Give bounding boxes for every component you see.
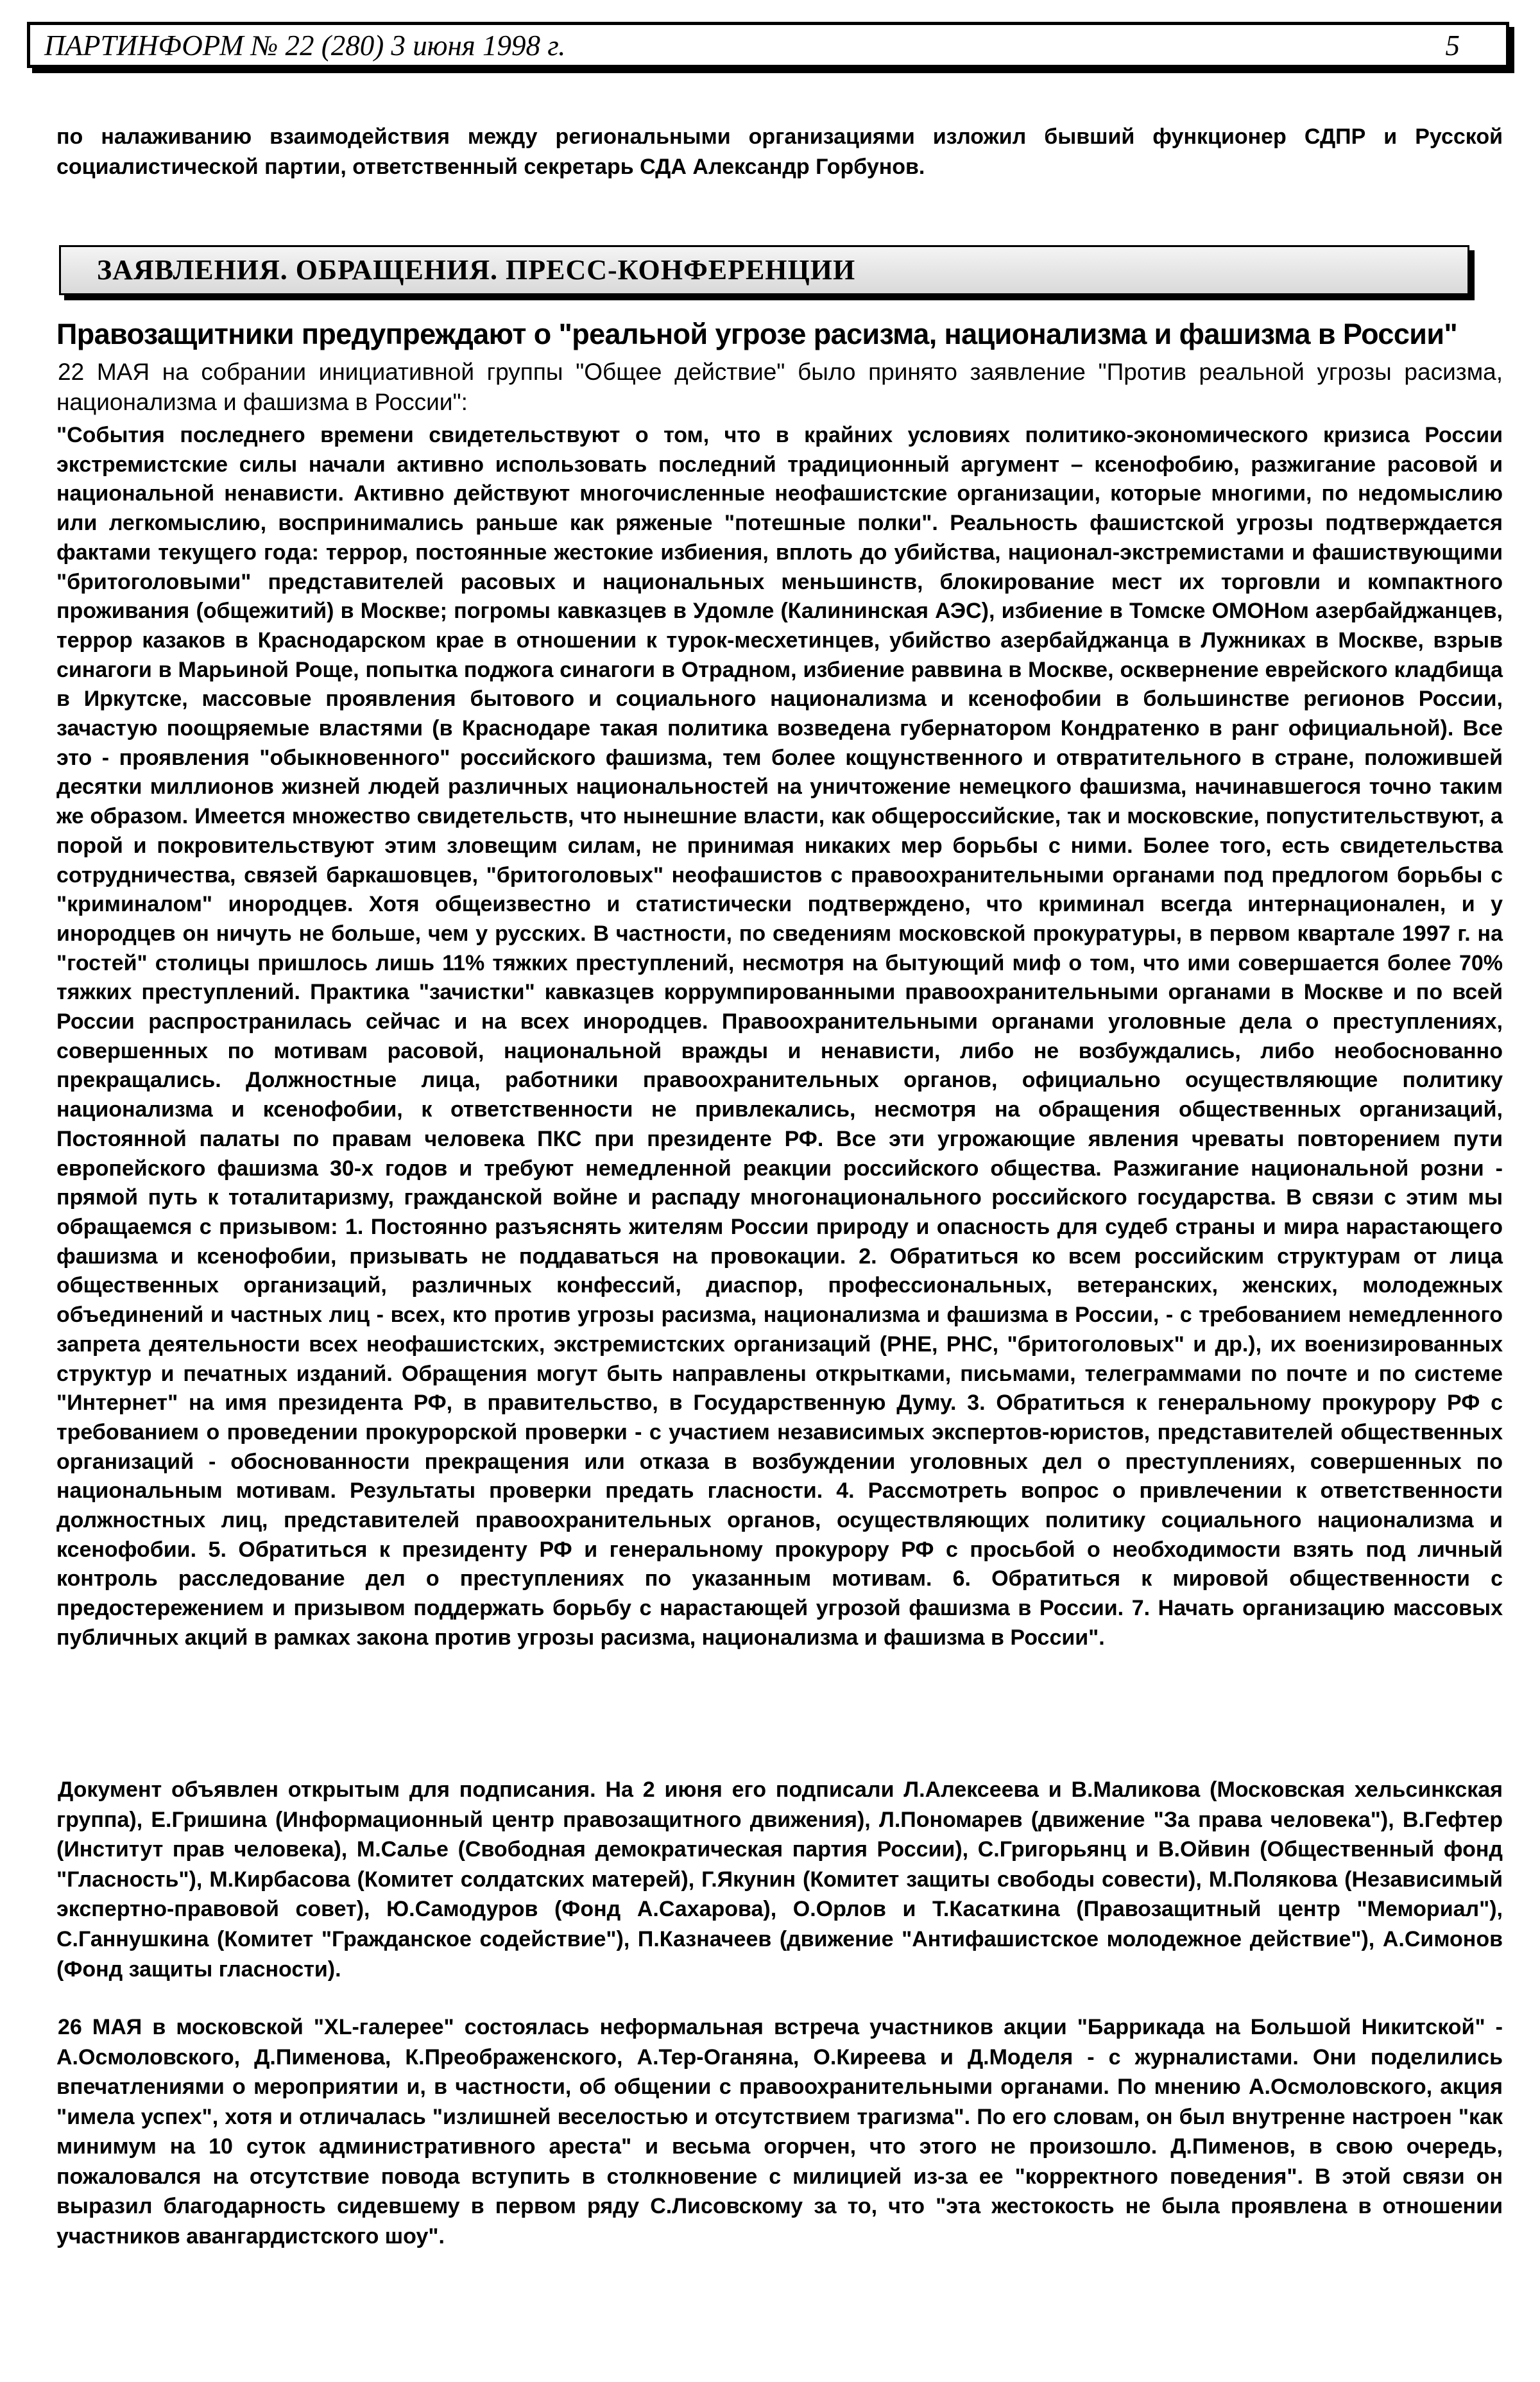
publication-title: ПАРТИНФОРМ № 22 (280) 3 июня 1998 г.	[44, 30, 566, 62]
article-title: Правозащитники предупреждают о "реальной угрозе расизма, национализма и фашизма в России"	[56, 318, 1458, 350]
statement-quote: "События последнего времени свидетельствуют о том, что в крайних условиях политико-экономического кризиса России экстремистские силы начали активно использовать последний традиционный аргумент – ксенофобию, разжигание расовой и национальной ненависти. Активно действуют многочисленные неофашистские организации, которые многими, по недомыслию или легкомыслию, воспринимались раньше как ряженые "потешные полки". Реальность фашистской угрозы подтверждается фактами текущего года: террор, постоянные жестокие избиения, вплоть до убийства, национал-экстремистами и фашиствующими "бритоголовыми" представителей расовых и национальных меньшинств, блокирование мест их торговли и компактного проживания (общежитий) в Москве; погромы кавказцев в Удомле (Калининская АЭС), избиение в Томске ОМОНом азербайджанцев, террор казаков в Краснодарском крае в отношении к турок-месхетинцев, убийство азербайджанца в Лужниках в Москве, взрыв синагоги в Марьиной Роще, попытка поджога синагоги в Отрадном, избиение раввина в Москве, осквернение еврейского кладбища в Иркутске, массовые проявления бытового и социального национализма и ксенофобии в большинстве регионов России, зачастую поощряемые властями (в Краснодаре такая политика возведена губернатором Кондратенко в ранг официальной). Все это - проявления "обыкновенного" российского фашизма, тем более кощунственного и отвратительного в стране, положившей десятки миллионов жизней людей различных национальностей на уничтожение немецкого фашизма, начинавшегося точно таким же образом. Имеется множество свидетельств, что нынешние власти, как общероссийские, так и московские, попустительствуют, а порой и покровительствуют этим зловещим силам, не принимая никаких мер борьбы с ними. Более того, есть свидетельства сотрудничества, связей баркашовцев, "бритоголовых" неофашистов с правоохранительными органами под предлогом борьбы с "криминалом" инородцев. Хотя общеизвестно и статистически подтверждено, что криминал всегда интернационален, и у инородцев он ничуть не больше, чем у русских. В частности, по сведениям московской прокуратуры, в первом квартале 1997 г. на "гостей" столицы пришлось лишь 11% тяжких преступлений, несмотря на бытующий миф о том, что ими совершается более 70% тяжких преступлений. Практика "зачистки" кавказцев коррумпированными правоохранительными органами в Москве и по всей России распространилась сейчас и на всех инородцев. Правоохранительными органами уголовные дела о преступлениях, совершенных по мотивам расовой, национальной вражды и ненависти, либо не возбуждались, либо необоснованно прекращались. Должностные лица, работники правоохранительных органов, официально осуществляющие политику национализма и ксенофобии, к ответственности не привлекались, несмотря на обращения общественных организаций, Постоянной палаты по правам человека ПКС при президенте РФ. Все эти угрожающие явления чреваты повторением пути европейского фашизма 30-х годов и требуют немедленной реакции российского общества. Разжигание национальной розни - прямой путь к тоталитаризму, гражданской войне и распаду многонационального российского государства. В связи с этим мы обращаемся с призывом: 1. Постоянно разъяснять жителям России природу и опасность для судеб страны и мира нарастающего фашизма и ксенофобии, призывать не поддаваться на провокации. 2. Обратиться ко всем российским структурам от лица общественных организаций, различных конфессий, диаспор, профессиональных, ветеранских, женских, молодежных объединений и частных лиц - всех, кто против угрозы расизма, национализма и фашизма в России, - с требованием немедленного запрета деятельности всех неофашистских, экстремистских организаций (РНЕ, РНС, "бритоголовых" и др.), их военизированных структур и печатных изданий. Обращения могут быть направлены открытками, письмами, телеграммами по почте и по системе "Интернет" на имя президента РФ, в правительство, в Государственную Думу. 3. Обратиться к генеральному прокурору РФ с требованием о проведении прокурорской проверки - с участием независимых экспертов-юристов, представителей общественных организаций - обоснованности прекращения или отказа в возбуждении уголовных дел о преступлениях, совершенных по национальным мотивам. Результаты проверки предать гласности. 4. Рассмотреть вопрос о привлечении к ответственности должностных лиц, представителей правоохранительных органов, осуществляющих политику социального национализма и ксенофобии. 5. Обратиться к президенту РФ и генеральному прокурору РФ с просьбой о необходимости взять под личный контроль расследование дел о преступлениях по указанным мотивам. 6. Обратиться к мировой общественности с предостережением и призывом поддержать борьбу с нарастающей угрозой фашизма в России. 7. Начать организацию массовых публичных акций в рамках закона против угрозы расизма, национализма и фашизма в России".	[56, 423, 1503, 1650]
section-banner	[59, 245, 1469, 295]
page-number: 5	[1445, 30, 1460, 62]
page-header	[27, 22, 1509, 68]
signers-paragraph: Документ объявлен открытым для подписания. На 2 июня его подписали Л.Алексеева и В.Маликова (Московская хельсинкская группа), Е.Гришина (Информационный центр правозащитного движения), Л.Пономарев (движение "За права человека"), В.Гефтер (Институт прав человека), М.Салье (Свободная демократическая партия России), С.Григорьянц и В.Ойвин (Общественный фонд "Гласность"), М.Кирбасова (Комитет солдатских матерей), Г.Якунин (Комитет защиты свободы совести), М.Полякова (Независимый экспертно-правовой совет), Ю.Самодуров (Фонд А.Сахарова), О.Орлов и Т.Касаткина (Правозащитный центр "Мемориал"), С.Ганнушкина (Комитет "Гражданское содействие"), П.Казначеев (движение "Антифашистское молодежное действие"), А.Симонов (Фонд защиты гласности).	[56, 1778, 1503, 1982]
news-item-paragraph: 26 МАЯ в московской "XL-галерее" состоялась неформальная встреча участников акции "Баррикада на Большой Никитской" - А.Осмоловского, Д.Пименова, К.Преображенского, А.Тер-Оганяна, О.Киреева и Д.Моделя - с журналистами. Они поделились впечатлениями о мероприятии и, в частности, об общении с правоохранительными органами. По мнению А.Осмоловского, акция "имела успех", хотя и отличалась "излишней веселостью и отсутствием трагизма". По его словам, он был внутренне настроен "как минимум на 10 суток административного ареста" и весьма огорчен, что этого не произошло. Д.Пименов, в свою очередь, пожаловался на отсутствие повода вступить в столкновение с милицией из-за ее "корректного поведения". В этой связи он выразил благодарность сидевшему в первом ряду С.Лисовскому за то, что "эта жестокость не была проявлена в отношении участников авангардистского шоу".	[56, 2015, 1503, 2249]
intro-paragraph: по налаживанию взаимодействия между региональными организациями изложил бывший функционер СДПР и Русской социалистической партии, ответственный секретарь СДА Александр Горбунов.	[56, 124, 1503, 179]
section-title: ЗАЯВЛЕНИЯ. ОБРАЩЕНИЯ. ПРЕСС-КОНФЕРЕНЦИИ	[97, 254, 856, 286]
article-lead: 22 МАЯ на собрании инициативной группы "Общее действие" было принято заявление "Против реальной угрозы расизма, национализма и фашизма в России":	[56, 359, 1503, 415]
